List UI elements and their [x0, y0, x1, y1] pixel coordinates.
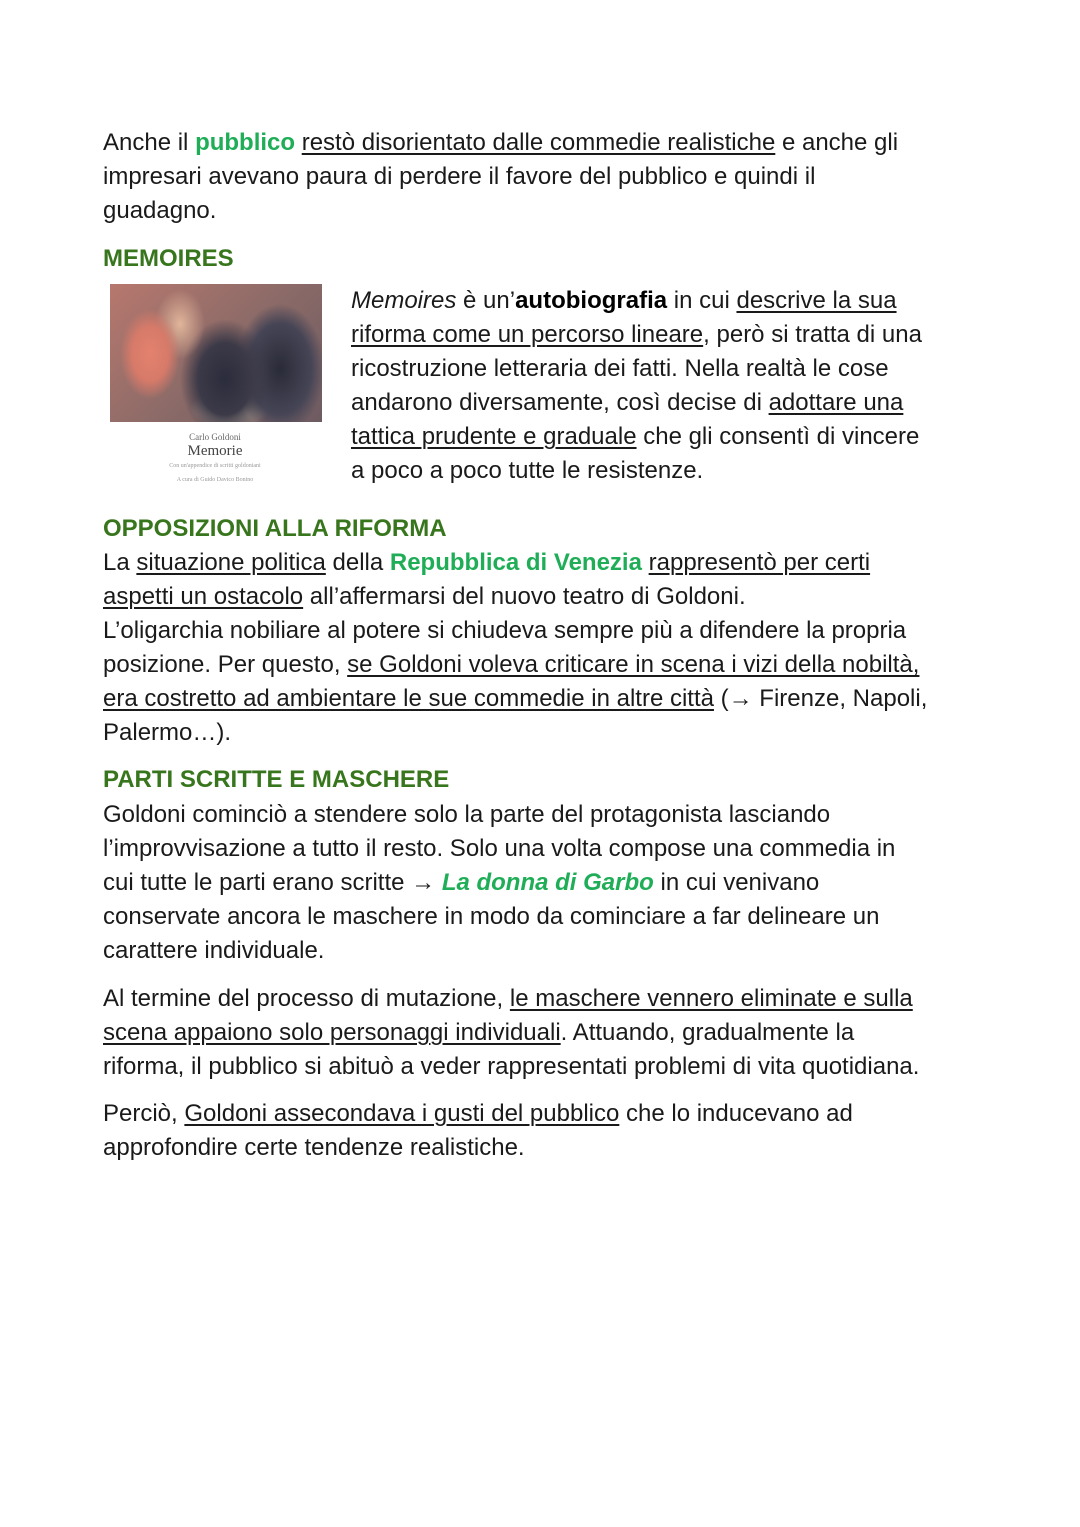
- text-span: impresari avevano paura di perdere il favore del pubblico e quindi il: [103, 163, 816, 190]
- text-span: Goldoni cominciò a stendere solo la parte del protagonista lasciando: [103, 801, 831, 828]
- underlined-text: descrive la sua: [736, 287, 897, 314]
- underlined-text: restò disorientato dalle commedie realistiche: [301, 129, 776, 156]
- text-line: [103, 1131, 853, 1165]
- text-span: andarono diversamente, così decise di: [351, 389, 769, 416]
- text-span: (→ Firenze, Napoli,: [713, 685, 928, 712]
- underlined-text: se Goldoni voleva criticare in scena i vizi della nobiltà,: [347, 651, 920, 678]
- paragraph-opposizioni: [103, 546, 927, 750]
- text-span: che gli consentì di vincere: [636, 423, 920, 450]
- text-span: in cui: [667, 287, 737, 314]
- text-span: è un’: [456, 287, 516, 314]
- emphasized-text: Memoires: [351, 287, 457, 314]
- text-line: [103, 934, 895, 968]
- emphasized-text: La donna di Garbo: [441, 869, 654, 896]
- heading-memoires: MEMOIRES: [103, 245, 234, 272]
- text-line: [103, 832, 895, 866]
- paragraph-pubblico: [103, 126, 898, 228]
- underlined-text: situazione politica: [136, 549, 326, 576]
- paragraph-percio: [103, 1097, 853, 1165]
- text-line: [103, 900, 895, 934]
- text-span: riforma, il pubblico si abituò a veder rappresentati problemi di vita quotidiana.: [103, 1053, 920, 1080]
- text-line: [103, 194, 898, 228]
- text-span: guadagno.: [103, 197, 217, 224]
- underlined-text: Goldoni assecondava i gusti del pubblico: [184, 1100, 620, 1127]
- text-line: [103, 1097, 853, 1131]
- text-line: [103, 1016, 919, 1050]
- underlined-text: scena appaiono solo personaggi individuali: [103, 1019, 561, 1046]
- text-span: l’improvvisazione a tutto il resto. Solo una volta compose una commedia in: [103, 835, 896, 862]
- text-span: Anche il: [103, 129, 196, 156]
- heading-parti-scritte: PARTI SCRITTE E MASCHERE: [103, 766, 450, 793]
- text-line: [103, 798, 895, 832]
- text-line: [103, 126, 898, 160]
- underlined-text: le maschere vennero eliminate e sulla: [509, 985, 913, 1012]
- text-line: [103, 982, 919, 1016]
- text-span: e anche gli: [775, 129, 899, 156]
- text-span: all’affermarsi del nuovo teatro di Goldoni.: [303, 583, 746, 610]
- emphasized-text: pubblico: [195, 129, 296, 156]
- text-span: Perciò,: [103, 1100, 185, 1127]
- text-line: [103, 546, 927, 580]
- text-line: [103, 580, 927, 614]
- text-span: [642, 549, 649, 576]
- text-line: [351, 454, 922, 488]
- text-span: [295, 129, 302, 156]
- text-span: che lo inducevano ad: [619, 1100, 853, 1127]
- text-line: [103, 682, 927, 716]
- text-span: carattere individuale.: [103, 937, 325, 964]
- text-line: [103, 1050, 919, 1084]
- text-line: [103, 614, 927, 648]
- text-span: in cui venivano: [653, 869, 820, 896]
- paragraph-parti-scritte: [103, 798, 895, 968]
- text-span: , però si tratta di una: [703, 321, 922, 348]
- underlined-text: tattica prudente e graduale: [351, 423, 637, 450]
- underlined-text: era costretto ad ambientare le sue commedie in altre città: [103, 685, 714, 712]
- text-line: [351, 420, 922, 454]
- text-span: La: [103, 549, 137, 576]
- text-span: posizione. Per questo,: [103, 651, 348, 678]
- cover-title: Memorie: [187, 443, 243, 459]
- text-span: a poco a poco tutte le resistenze.: [351, 457, 704, 484]
- underlined-text: riforma come un percorso lineare: [351, 321, 704, 348]
- text-span: conservate ancora le maschere in modo da cominciare a far delineare un: [103, 903, 880, 930]
- text-line: [103, 160, 898, 194]
- text-span: cui tutte le parti erano scritte →: [103, 869, 442, 896]
- text-span: approfondire certe tendenze realistiche.: [103, 1134, 525, 1161]
- text-span: Al termine del processo di mutazione,: [103, 985, 510, 1012]
- text-line: [351, 318, 922, 352]
- cover-subtitle: Con un'appendice di scritti goldoniani: [169, 463, 261, 469]
- heading-opposizioni: OPPOSIZIONI ALLA RIFORMA: [103, 515, 447, 542]
- emphasized-text: autobiografia: [515, 287, 668, 314]
- memorie-book-cover-image: [104, 280, 326, 496]
- text-span: L’oligarchia nobiliare al potere si chiudeva sempre più a difendere la propria: [103, 617, 907, 644]
- text-span: Palermo…).: [103, 719, 232, 746]
- emphasized-text: Repubblica di Venezia: [389, 549, 642, 576]
- paragraph-memoires: [351, 284, 922, 488]
- text-line: [103, 866, 895, 900]
- text-span: della: [325, 549, 390, 576]
- underlined-text: adottare una: [768, 389, 904, 416]
- text-line: [351, 284, 922, 318]
- text-line: [351, 386, 922, 420]
- underlined-text: rappresentò per certi: [648, 549, 871, 576]
- cover-painting: [110, 284, 322, 422]
- cover-editor: A cura di Guido Davico Bonino: [176, 477, 254, 483]
- underlined-text: aspetti un ostacolo: [103, 583, 304, 610]
- cover-author: Carlo Goldoni: [189, 432, 241, 442]
- text-span: . Attuando, gradualmente la: [560, 1019, 855, 1046]
- text-line: [103, 648, 927, 682]
- text-line: [103, 716, 927, 750]
- text-line: [351, 352, 922, 386]
- paragraph-termine: [103, 982, 919, 1084]
- text-span: ricostruzione letteraria dei fatti. Nella realtà le cose: [351, 355, 889, 382]
